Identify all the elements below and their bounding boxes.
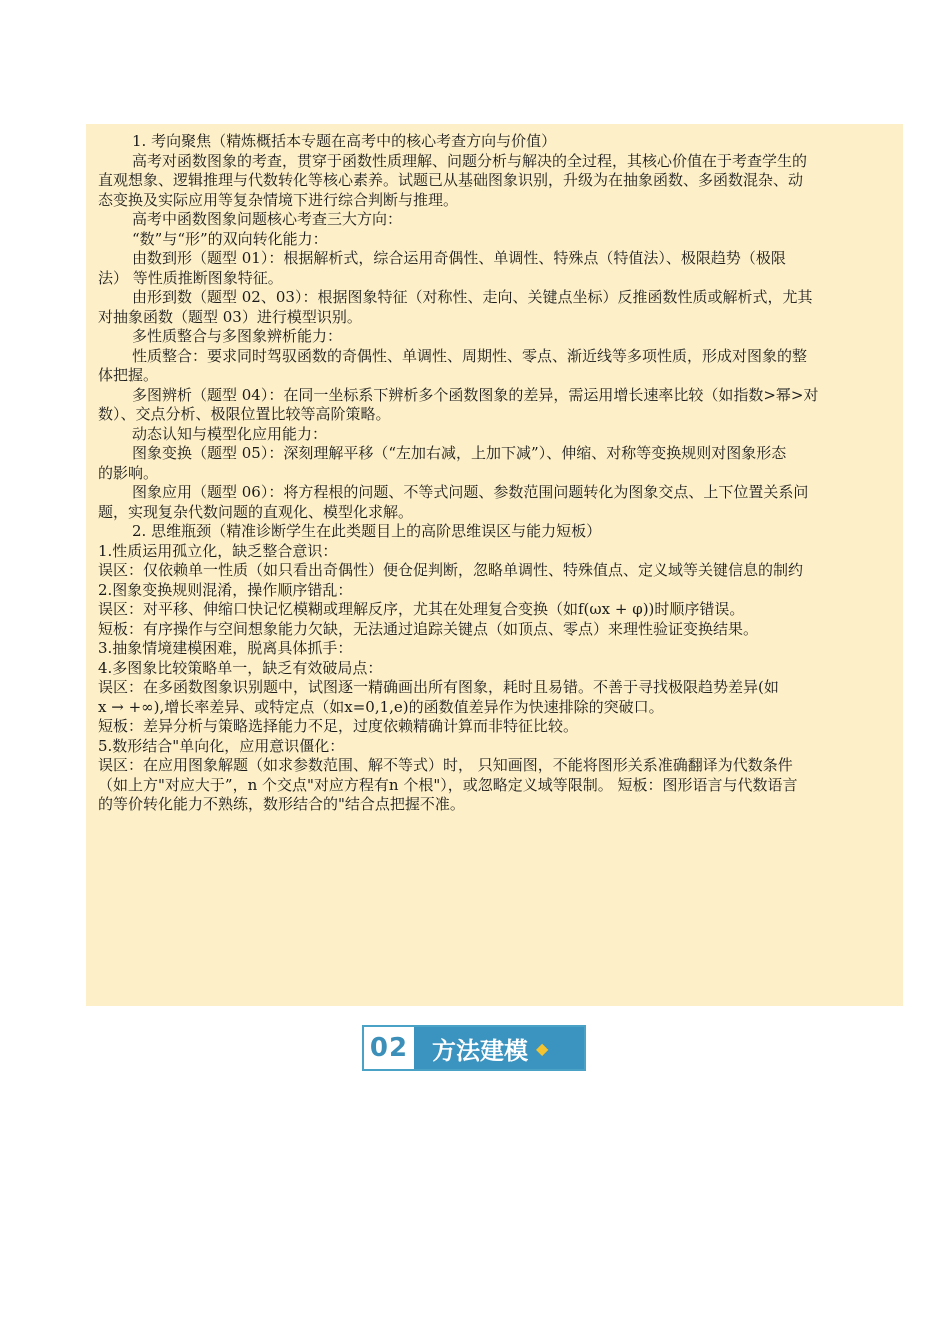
- text-line: 由数到形（题型 01）：根据解析式，综合运用奇偶性、单调性、特殊点（特值法）、极限趋势（极限: [132, 249, 786, 267]
- text-line: 态变换及实际应用等复杂情境下进行综合判断与推理。: [98, 190, 459, 209]
- text-line: 4.多图象比较策略单一，缺乏有效破局点：: [98, 658, 383, 677]
- text-line: 2. 思维瓶颈（精准诊断学生在此类题目上的高阶思维误区与能力短板）: [132, 522, 602, 540]
- section-title: 方法建模: [432, 1036, 528, 1065]
- summary-panel: [86, 124, 903, 1006]
- text-line: 的影响。: [98, 463, 159, 482]
- text-line: （如上方"对应大于”，n 个交点"对应方程有n 个根"），或忽略定义域等限制。 短板：图形语言与代数语言: [98, 775, 798, 794]
- text-line: 数）、交点分析、极限位置比较等高阶策略。: [98, 405, 391, 423]
- text-line: 3.抽象情境建模困难，脱离具体抓手：: [98, 639, 353, 657]
- text-line: 多性质整合与多图象辨析能力：: [132, 327, 343, 345]
- text-line: 高考中函数图象问题核心考查三大方向：: [132, 210, 403, 228]
- text-line: 2.图象变换规则混淆，操作顺序错乱：: [98, 580, 353, 599]
- text-line: 误区：仅依赖单一性质（如只看出奇偶性）便仓促判断，忽略单调性、特殊值点、定义域等关键信息的制约: [98, 561, 804, 579]
- text-line: 图象应用（题型 06）：将方程根的问题、不等式问题、参数范围问题转化为图象交点、上下位置关系问: [132, 483, 809, 501]
- diamond-icon: ◆: [536, 1038, 549, 1058]
- text-line: 图象变换（题型 05）：深刻理解平移（“左加右减，上加下减”）、伸缩、对称等变换规则对图象形态: [132, 444, 787, 462]
- section-title-bar: [414, 1027, 584, 1069]
- text-line: 的等价转化能力不熟练，数形结合的"结合点把握不准。: [98, 795, 465, 813]
- text-line: 短板：差异分析与策略选择能力不足，过度依赖精确计算而非特征比较。: [98, 717, 579, 735]
- text-line: 题，实现复杂代数问题的直观化、模型化求解。: [98, 502, 414, 521]
- text-line: 性质整合：要求同时驾驭函数的奇偶性、单调性、周期性、零点、渐近线等多项性质，形成对图象的整: [132, 346, 808, 365]
- text-line: 由形到数（题型 02、03）：根据图象特征（对称性、走向、关键点坐标）反推函数性质或解析式，尤其: [132, 288, 813, 306]
- text-line: 动态认知与模型化应用能力：: [132, 424, 328, 443]
- section-banner: [362, 1025, 586, 1071]
- text-line: 对抽象函数（题型 03）进行模型识别。: [98, 307, 362, 326]
- text-line: 5.数形结合"单向化，应用意识僵化：: [98, 736, 345, 755]
- text-line: 法） 等性质推断图象特征。: [98, 268, 283, 287]
- text-line: 多图辨析（题型 04）：在同一坐标系下辨析多个函数图象的差异，需运用增长速率比较（如指数>幂>对: [132, 385, 819, 404]
- text-line: “数”与“形”的双向转化能力：: [132, 229, 328, 248]
- text-line: 体把握。: [98, 366, 159, 384]
- text-line: 高考对函数图象的考查，贯穿于函数性质理解、问题分析与解决的全过程，其核心价值在于考查学生的: [132, 151, 808, 170]
- text-line: 误区：在多函数图象识别题中，试图逐一精确画出所有图象，耗时且易错。不善于寻找极限趋势差异(如: [98, 678, 779, 696]
- text-line: 1.性质运用孤立化，缺乏整合意识：: [98, 541, 338, 560]
- text-line: 短板：有序操作与空间想象能力欠缺，无法通过追踪关键点（如顶点、零点）来理性验证变换结果。: [98, 619, 759, 638]
- text-line: x → +∞),增长率差异、或特定点（如x=0,1,e)的函数值差异作为快速排除的突破口。: [98, 697, 664, 716]
- text-line: 直观想象、逻辑推理与代数转化等核心素养。试题已从基础图象识别，升级为在抽象函数、多函数混杂、动: [98, 171, 804, 189]
- text-line: 误区：在应用图象解题（如求参数范围、解不等式）时， 只知画图，不能将图形关系准确翻译为代数条件: [98, 756, 793, 774]
- section-number: 02: [364, 1027, 414, 1069]
- text-line: 误区：对平移、伸缩口快记忆模糊或理解反序，尤其在处理复合变换（如f(ωx + φ))时顺序错误。: [98, 600, 745, 618]
- text-line: 1. 考向聚焦（精炼概括本专题在高考中的核心考查方向与价值）: [132, 132, 557, 150]
